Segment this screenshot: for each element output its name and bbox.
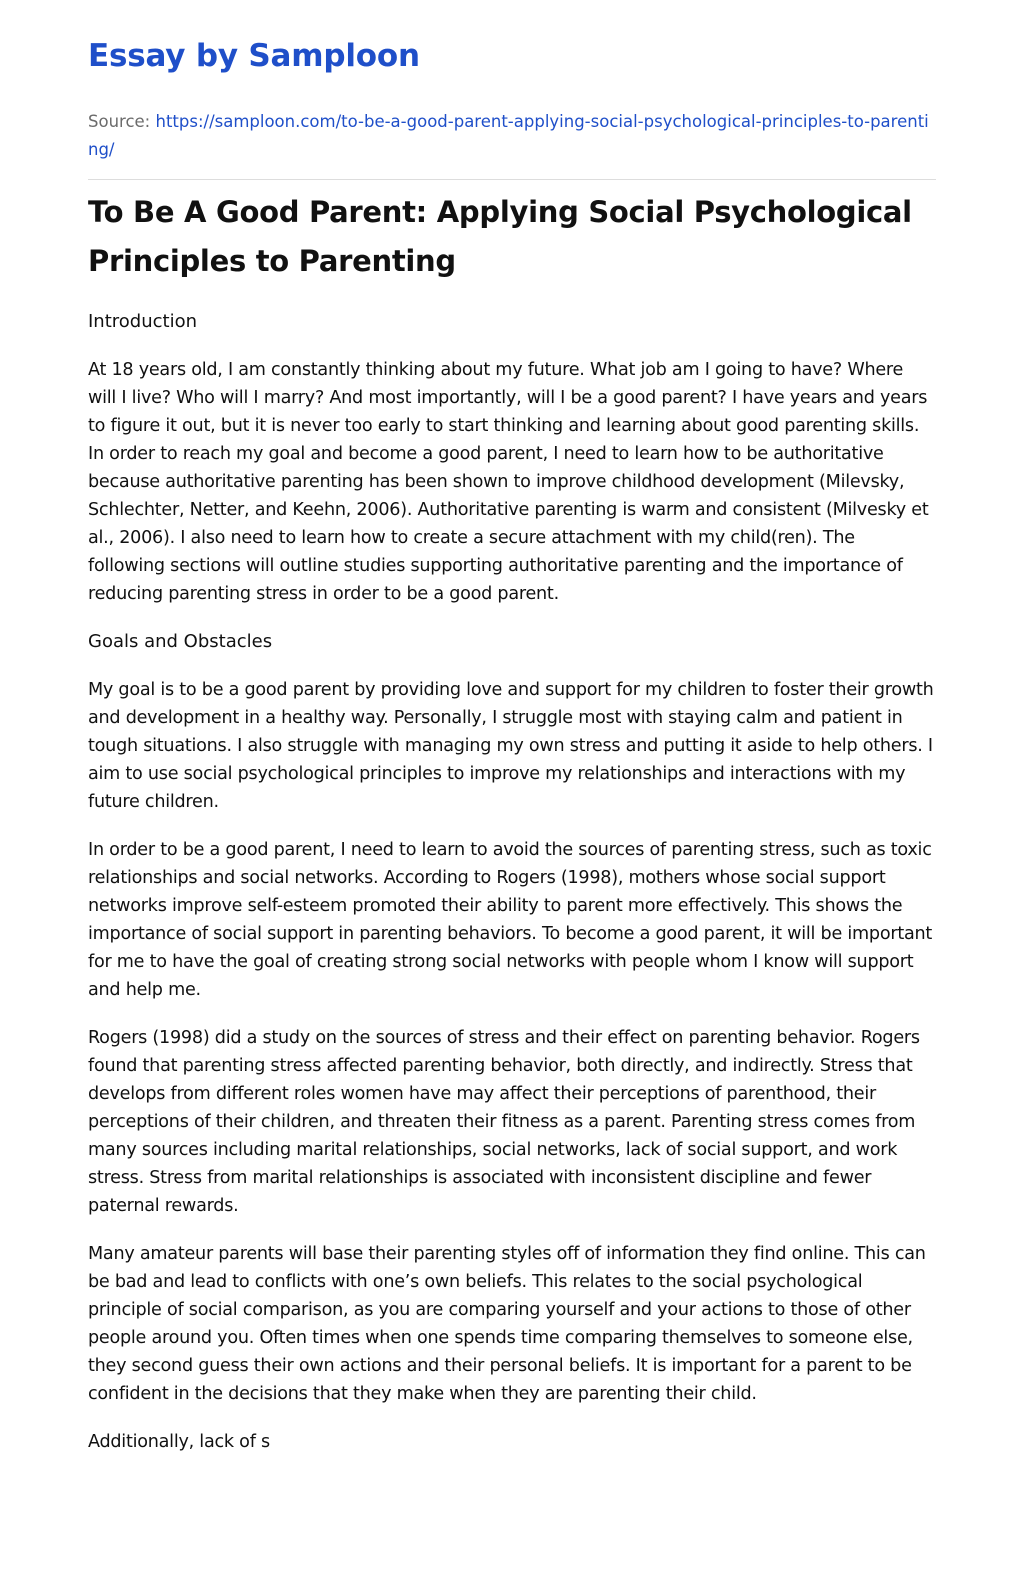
section-heading-introduction: Introduction — [88, 311, 198, 332]
paragraph: At 18 years old, I am constantly thinking about my future. What job am I going to have? Where will I live? Who will I marry? And most importantly, will I be a good parent? I have years and years to figure it out, but it is never too early to start thinking and learning about good parenting skills. In order to reach my goal and become a good parent, I need to learn how to be authoritative because authoritative parenting has been shown to improve childhood development (Milevsky, Schlechter, Netter, and Keehn, 2006). Authoritative parenting is warm and consistent (Milvesky et al., 2006). I also need to learn how to create a secure attachment with my child(ren). The following sections will outline studies supporting authoritative parenting and the importance of reducing parenting stress in order to be a good parent. — [88, 360, 929, 604]
source-link[interactable]: https://samploon.com/to-be-a-good-parent-applying-social-psychological-principles-to-parenting/ — [88, 112, 929, 159]
paragraph-truncated: Additionally, lack of s — [88, 1432, 270, 1452]
section-heading-goals-and-obstacles: Goals and Obstacles — [88, 631, 273, 652]
paragraph: Many amateur parents will base their parenting styles off of information they find online. This can be bad and lead to conflicts with one’s own beliefs. This relates to the social psychological principle of social comparison, as you are comparing yourself and your actions to those of other people around you. Often times when one spends time comparing themselves to someone else, they second guess their own actions and their personal beliefs. It is important for a parent to be confident in the decisions that they make when they are parenting their child. — [88, 1244, 926, 1404]
header-divider — [88, 179, 936, 180]
paragraph: My goal is to be a good parent by providing love and support for my children to foster their growth and development in a healthy way. Personally, I struggle most with staying calm and patient in tough situations. I also struggle with managing my own stress and putting it aside to help others. I aim to use social psychological principles to improve my relationships and interactions with my future children. — [88, 680, 934, 812]
paragraph: In order to be a good parent, I need to learn to avoid the sources of parenting stress, such as toxic relationships and social networks. According to Rogers (1998), mothers whose social support networks improve self-esteem promoted their ability to parent more effectively. This shows the importance of social support in parenting behaviors. To become a good parent, it will be important for me to have the goal of creating strong social networks with people whom I know will support and help me. — [88, 840, 933, 1000]
source-line — [88, 108, 936, 164]
site-brand[interactable]: Essay by Samploon — [88, 38, 420, 74]
essay-body — [88, 308, 936, 1456]
essay-title: To Be A Good Parent: Applying Social Psychological Principles to Parenting — [88, 195, 912, 278]
paragraph: Rogers (1998) did a study on the sources of stress and their effect on parenting behavior. Rogers found that parenting stress affected parenting behavior, both directly, and indirectly. Stress that develops from different roles women have may affect their perceptions of parenthood, their perceptions of their children, and threaten their fitness as a parent. Parenting stress comes from many sources including marital relationships, social networks, lack of social support, and work stress. Stress from marital relationships is associated with inconsistent discipline and fewer paternal rewards. — [88, 1028, 920, 1216]
source-label: Source: — [88, 112, 156, 131]
